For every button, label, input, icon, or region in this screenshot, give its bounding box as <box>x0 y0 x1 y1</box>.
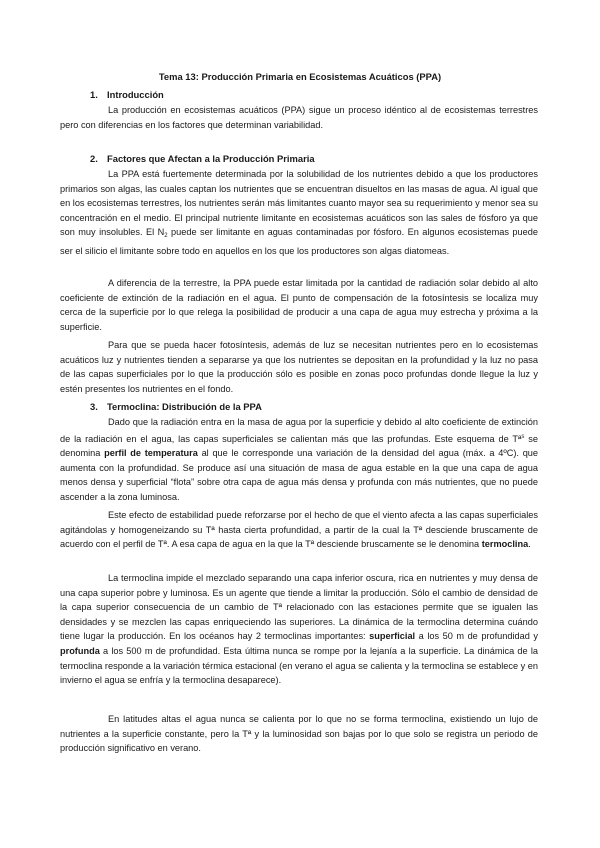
paragraph-text: puede ser limitante en aguas contaminadas por fósforo. En algunos ecosistemas puede ser el silicio el limitante sobre todo en aquellos en los que los productores son algas diatomeas. <box>60 227 538 256</box>
paragraph-text: En latitudes altas el agua nunca se calienta por lo que no se forma termoclina, existiendo un lujo de nutrientes a la superficie constante, pero la Tª y la luminosidad son bajas por lo que solo se registra un periodo de producción significativo en verano. <box>60 714 538 754</box>
paragraph-termoclina-mezclado <box>60 571 538 688</box>
paragraph-termoclina-perfil <box>60 415 538 505</box>
paragraph-text: Para que se pueda hacer fotosíntesis, además de luz se necesitan nutrientes pero en lo ecosistemas acuáticos luz y nutrientes tienden a separarse ya que los nutrientes se depositan en la profundidad y la luz no pasa de las capas superficiales por lo que la producción sólo es posible en zonas poco profundas donde llegue la luz y estén presentes los nutrientes en el fondo. <box>60 340 538 394</box>
bold-term: perfil de temperatura <box>104 448 198 459</box>
section-number: 1. <box>90 89 98 100</box>
paragraph-text: a los 50 m de profundidad y <box>415 631 538 642</box>
paragraph-text: La producción en ecosistemas acuáticos (PPA) sigue un proceso idéntico al de ecosistemas terrestres pero con diferencias en los factores que determinan variabilidad. <box>60 105 538 130</box>
section-title: Introducción <box>107 89 164 100</box>
paragraph-text: La PPA está fuertemente determinada por la solubilidad de los nutrientes debido a que los productores primarios son algas, las cuales captan los nutrientes que se encuentran disueltos en las masas de agua. Al igual que en los ecosistemas terrestres, los nutrientes serán más limitantes cuanto mayor sea su requerimiento y menor sea su concentración en el medio. El principal nutriente limitante en ecosistemas acuáticos son las sales de fósforo ya que son muy insolubles. El N <box>60 169 538 238</box>
paragraph-text: a los 500 m de profundidad. Esta última nunca se rompe por la lejanía a la superficie. La dinámica de la termoclina responde a la variación térmica estacional (en verano el agua se calienta y la termoclina se establece y en invierno el agua se enfría y la termoclina desaparece). <box>60 645 539 686</box>
section-number: 2. <box>90 153 98 164</box>
section-heading-factores <box>90 152 315 167</box>
superscript: s <box>521 433 525 440</box>
paragraph-text: . <box>528 539 531 550</box>
paragraph-termoclina-viento <box>60 508 538 552</box>
paragraph-factores-radiacion <box>60 276 538 334</box>
paragraph-text: A diferencia de la terrestre, la PPA puede estar limitada por la cantidad de radiación solar debido al alto coeficiente de extinción de la radiación en el agua. El punto de compensación de la fotosíntesis se localiza muy cerca de la superficie por lo que relega la posibilidad de producir a una capa de agua muy estrecha y próxima a la superficie. <box>60 278 538 332</box>
paragraph-text: se denomina <box>60 433 538 459</box>
paragraph-text: La termoclina impide el mezclado separando una capa inferior oscura, rica en nutrientes y muy densa de una capa superior pobre y luminosa. Es un agente que tiende a limitar la producción. Sólo el cambio de densidad de la capa superior consecuencia de un cambio de Tª relacionado con las estaciones permite que se igualen las densidades y se mezclen las capas enriqueciendo las superiores. La dinámica de la termoclina determina cuándo tiene lugar la producción. En los océanos hay 2 termoclinas importantes: <box>60 573 538 642</box>
section-title: Factores que Afectan a la Producción Primaria <box>107 153 315 164</box>
paragraph-introduccion <box>60 103 538 132</box>
bold-term: profunda <box>60 645 100 656</box>
paragraph-text: Este efecto de estabilidad puede reforzarse por el hecho de que el viento afecta a las capas superficiales agitándolas y homogeneizando su Tª hasta cierta profundidad, a partir de la cual la Tª desciende bruscamente de acuerdo con el perfil de Tª. A esa capa de agua en la que la Tª desciende bruscamente se le denomina <box>60 510 538 550</box>
paragraph-text: al que le corresponde una variación de la densidad del agua (máx. a 4ºC). que aumenta con la profundidad. Se produce así una situación de masa de agua estable en la que una capa de agua menos densa y superficial “flota” sobre otra capa de agua más densa y profunda con más nutrientes, que no puede ascender a la zona luminosa. <box>60 448 539 502</box>
bold-term: superficial <box>369 631 416 642</box>
bold-term: termoclina <box>481 539 529 550</box>
section-heading-introduccion <box>90 88 164 103</box>
paragraph-factores-nutrientes <box>60 167 538 259</box>
paragraph-termoclina-latitudes <box>60 712 538 756</box>
subscript: 2 <box>164 233 168 240</box>
document-title: Tema 13: Producción Primaria en Ecosistemas Acuáticos (PPA) <box>158 71 442 82</box>
paragraph-factores-luz-nutrientes <box>60 338 538 396</box>
section-number: 3. <box>90 401 98 412</box>
section-title: Termoclina: Distribución de la PPA <box>107 401 262 412</box>
section-heading-termoclina <box>90 400 262 415</box>
paragraph-text: Dado que la radiación entra en la masa de agua por la superficie y debido al alto coeficiente de extinción de la radiación en el agua, las capas superficiales se calientan más que las profundas. Este esquema de Tª <box>60 417 538 444</box>
